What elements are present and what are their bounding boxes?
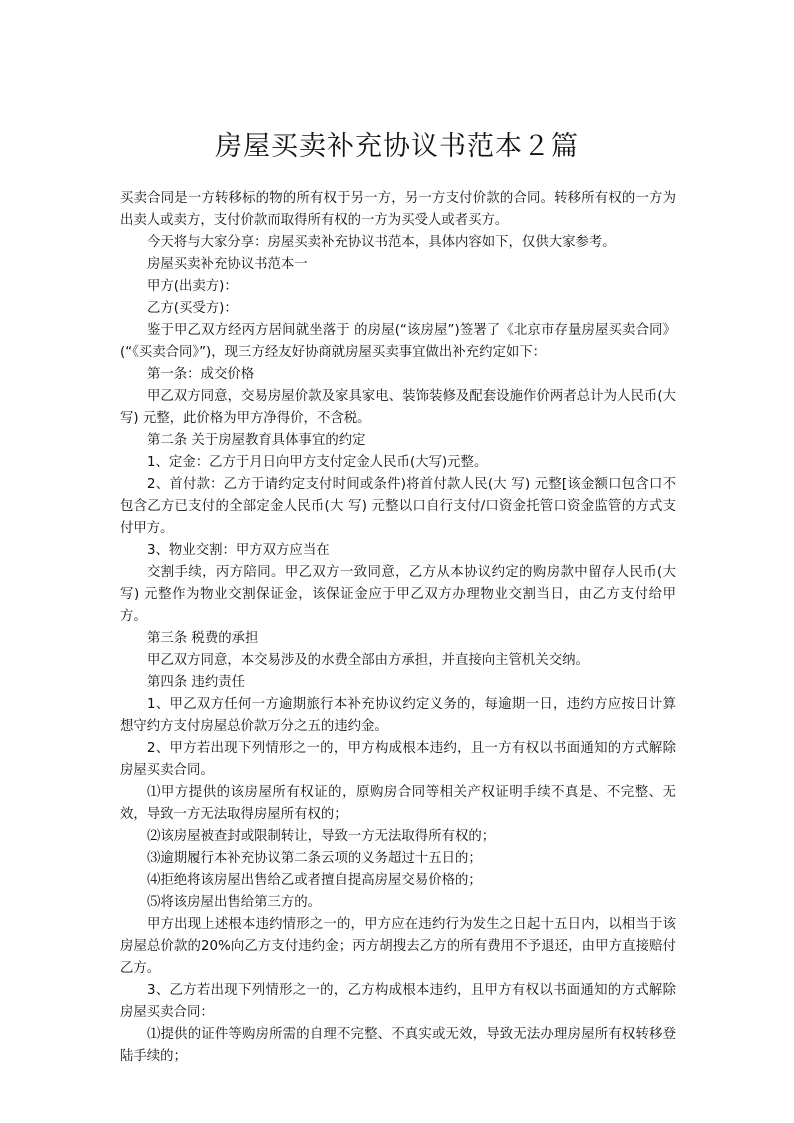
section-heading: 第四条 违约责任 <box>147 675 245 690</box>
paragraph: 房屋买卖补充协议书范本一 <box>147 257 308 272</box>
paragraph: 买卖合同是一方转移标的物的所有权于另一方，另一方支付价款的合同。转移所有权的一方为出卖人或卖方，支付价款而取得所有权的一方为买受人或者买方。 <box>120 191 676 228</box>
section-heading: 第三条 税费的承担 <box>147 631 259 646</box>
section-heading: 第一条：成交价格 <box>147 367 255 382</box>
list-item: ⑸将该房屋出售给第三方的。 <box>147 895 322 910</box>
paragraph: 甲乙双方同意，本交易涉及的水费全部由方承担，并直接向主管机关交纳。 <box>147 653 589 668</box>
list-item: ⑶逾期履行本补充协议第二条云项的义务超过十五日的； <box>147 851 482 866</box>
list-item: ⑴甲方提供的该房屋所有权证的，原购房合同等相关产权证明手续不真是、不完整、无效，导致一方无法取得房屋所有权的； <box>120 785 676 822</box>
paragraph: 鉴于甲乙双方经丙方居间就坐落于 的房屋(“该房屋”)签署了《北京市存量房屋买卖合同》(“《买卖合同》”)，现三方经友好协商就房屋买卖事宜做出补充约定如下： <box>120 323 676 360</box>
document-body <box>120 188 676 1068</box>
paragraph: 交割手续，丙方陪同。甲乙双方一致同意，乙方从本协议约定的购房款中留存人民币(大写) 元整作为物业交割保证金，该保证金应于甲乙双方办理物业交割当日，由乙方支付给甲方。 <box>120 565 676 624</box>
paragraph: 甲方(出卖方)： <box>147 279 238 294</box>
document-title: 房屋买卖补充协议书范本２篇 <box>215 131 579 162</box>
list-item: ⑷拒绝将该房屋出售给乙或者擅自提高房屋交易价格的； <box>147 873 482 888</box>
paragraph: 2、首付款：乙方于请约定支付时间或条件)将首付款人民(大 写) 元整[该金额口包含口不包含乙方已支付的全部定金人民币(大 写) 元整以口自行支付/口资金托管口资金监管的方式支付甲方。 <box>120 477 676 536</box>
paragraph: 1、甲乙双方任何一方逾期旅行本补充协议约定义务的，每逾期一日，违约方应按日计算想守约方支付房屋总价款万分之五的违约金。 <box>120 697 676 734</box>
section-heading: 第二条 关于房屋教育具体事宜的约定 <box>147 433 366 448</box>
paragraph: 今天将与大家分享：房屋买卖补充协议书范本，具体内容如下，仅供大家参考。 <box>147 235 616 250</box>
paragraph: 甲方出现上述根本违约情形之一的，甲方应在违约行为发生之日起十五日内，以相当于该房屋总价款的20%向乙方支付违约金；丙方胡搜去乙方的所有费用不予退还，由甲方直接赔付乙方。 <box>120 917 676 976</box>
paragraph: 1、定金：乙方于月日向甲方支付定金人民币(大写)元整。 <box>147 455 488 470</box>
paragraph: 3、物业交割：甲方双方应当在 <box>147 543 330 558</box>
paragraph: 甲乙双方同意，交易房屋价款及家具家电、装饰装修及配套设施作价两者总计为人民币(大写) 元整，此价格为甲方净得价，不含税。 <box>120 389 676 426</box>
paragraph: 2、甲方若出现下列情形之一的，甲方构成根本违约，且一方有权以书面通知的方式解除房屋买卖合同。 <box>120 741 676 778</box>
list-item: ⑴提供的证件等购房所需的自理不完整、不真实或无效，导致无法办理房屋所有权转移登陆手续的； <box>120 1027 676 1064</box>
list-item: ⑵该房屋被查封或限制转让，导致一方无法取得所有权的； <box>147 829 496 844</box>
paragraph: 3、乙方若出现下列情形之一的，乙方构成根本违约，且甲方有权以书面通知的方式解除房屋买卖合同： <box>120 983 676 1020</box>
paragraph: 乙方(买受方)： <box>147 301 238 316</box>
